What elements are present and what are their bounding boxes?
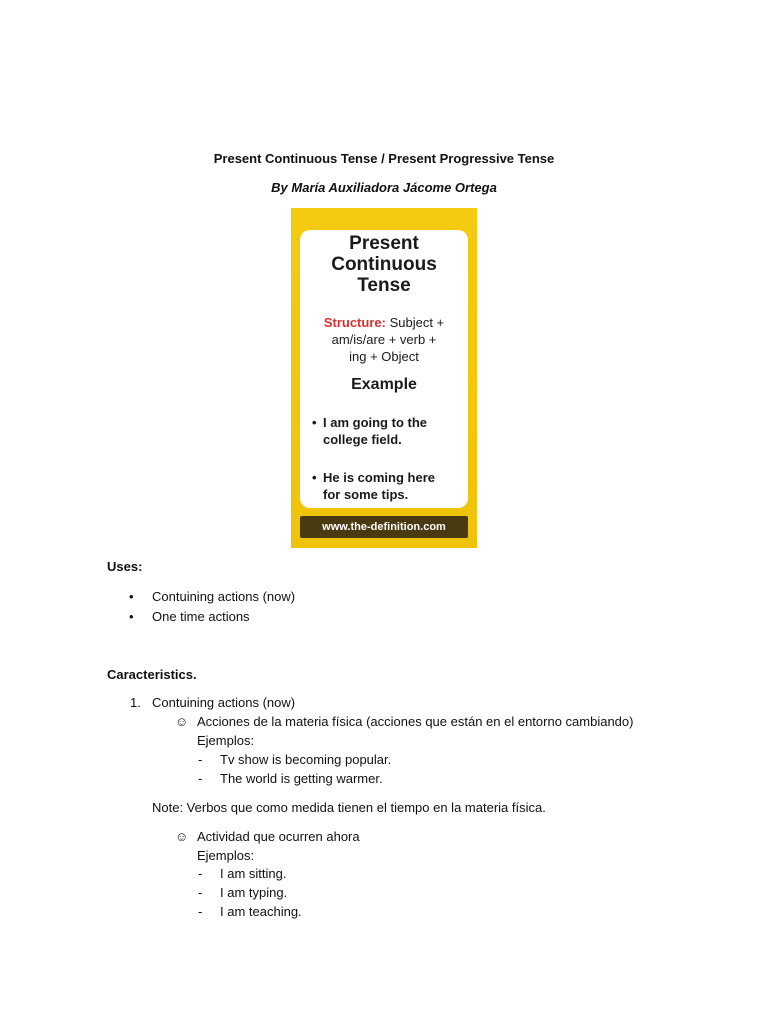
example-heading: Example: [351, 376, 417, 393]
note-text: Note: Verbos que como medida tienen el tiempo en la materia física.: [152, 800, 546, 815]
sub-item-text: Acciones de la materia física (acciones que están en el entorno cambiando): [197, 714, 634, 729]
dash-icon: -: [198, 885, 203, 900]
smiley-icon: ☺: [175, 829, 189, 844]
infographic-structure: [300, 314, 468, 365]
example-item: I am teaching.: [220, 904, 302, 919]
characteristics-item: Contuining actions (now): [152, 695, 296, 710]
infographic-url: www.the-definition.com: [300, 516, 468, 538]
characteristics-heading: Caracteristics.: [107, 667, 197, 682]
example-item: I am sitting.: [220, 866, 287, 881]
infographic-title-line: Tense: [357, 275, 411, 296]
uses-item: Contuining actions (now): [152, 589, 296, 604]
dash-icon: -: [198, 904, 203, 919]
infographic-title-line: Continuous: [331, 254, 437, 275]
example-item: Tv show is becoming popular.: [220, 752, 392, 767]
author-line: By María Auxiliadora Jácome Ortega: [271, 180, 497, 195]
document-title: Present Continuous Tense / Present Progressive Tense: [213, 151, 555, 166]
infographic-title-line: Present: [349, 233, 419, 254]
present-continuous-infographic: [291, 208, 477, 548]
sub-item-text: Actividad que ocurren ahora: [197, 829, 360, 844]
dash-icon: -: [198, 771, 203, 786]
examples-label: Ejemplos:: [197, 848, 255, 863]
structure-text: Subject +: [389, 315, 445, 330]
infographic-bullet: • I am going to the college field.: [312, 415, 427, 447]
smiley-icon: ☺: [175, 714, 189, 729]
example-item: The world is getting warmer.: [220, 771, 383, 786]
structure-text: ing + Object: [349, 349, 419, 364]
uses-item: One time actions: [152, 609, 250, 624]
structure-label: Structure:: [323, 315, 386, 330]
bullet-icon: •: [312, 415, 317, 430]
infographic-bullet: • He is coming here for some tips.: [312, 470, 435, 502]
uses-heading: Uses:: [107, 559, 143, 574]
dash-icon: -: [198, 866, 203, 881]
list-number: 1.: [130, 695, 141, 710]
dash-icon: -: [198, 752, 203, 767]
example-item: I am typing.: [220, 885, 288, 900]
bullet-icon: •: [129, 589, 134, 604]
structure-text: am/is/are + verb +: [331, 332, 437, 347]
infographic-card: [300, 230, 468, 508]
infographic-title: [300, 233, 468, 296]
examples-label: Ejemplos:: [197, 733, 255, 748]
bullet-icon: •: [129, 609, 134, 624]
bullet-icon: •: [312, 470, 317, 485]
